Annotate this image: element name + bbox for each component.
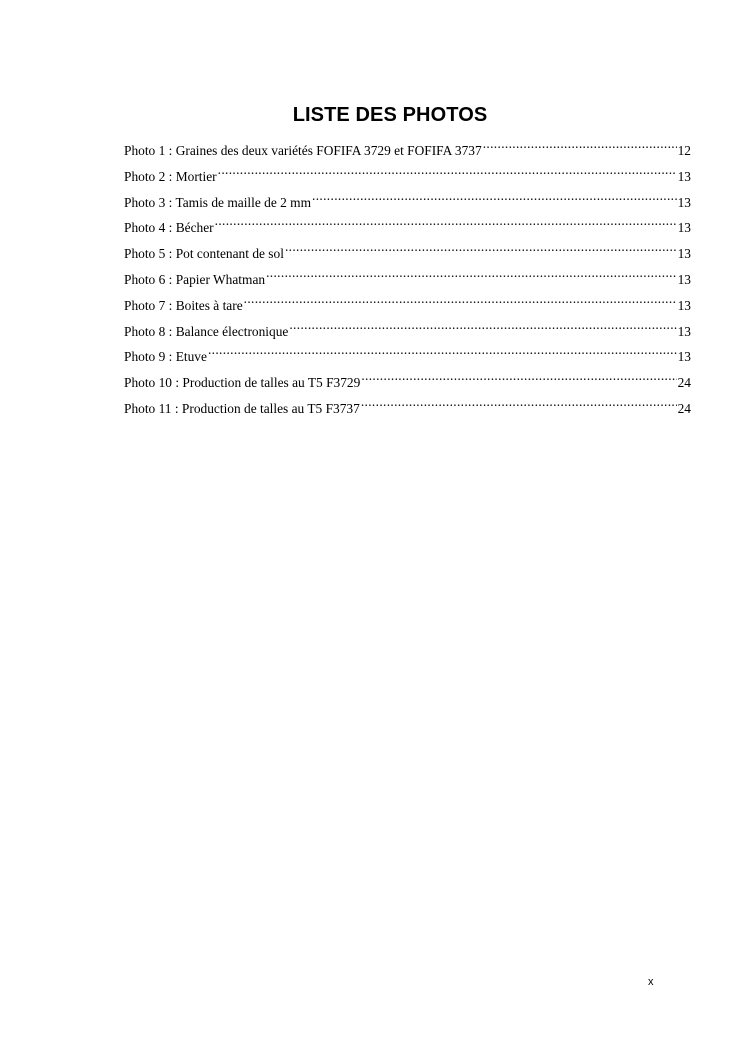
toc-entry-photo-5[interactable] bbox=[124, 242, 691, 268]
toc-entry-label: Photo 6 : Papier Whatman bbox=[124, 269, 266, 291]
dot-leader bbox=[285, 242, 677, 258]
toc-entry-label: Photo 10 : Production de talles au T5 F3729 bbox=[124, 372, 361, 394]
dot-leader bbox=[312, 191, 677, 207]
toc-entry-photo-9[interactable] bbox=[124, 345, 691, 371]
toc-entry-photo-7[interactable] bbox=[124, 294, 691, 320]
page-number: x bbox=[648, 976, 654, 988]
toc-entry-label: Photo 9 : Etuve bbox=[124, 346, 208, 368]
dot-leader bbox=[483, 139, 677, 155]
toc-entry-label: Photo 7 : Boites à tare bbox=[124, 295, 244, 317]
dot-leader bbox=[266, 268, 677, 284]
toc-entry-page: 13 bbox=[677, 194, 691, 210]
toc-entry-page: 13 bbox=[677, 168, 691, 184]
toc-entry-photo-8[interactable] bbox=[124, 320, 691, 346]
dot-leader bbox=[361, 371, 676, 387]
dot-leader bbox=[361, 397, 677, 413]
toc-entry-label: Photo 11 : Production de talles au T5 F3737 bbox=[124, 398, 361, 420]
dot-leader bbox=[218, 165, 677, 181]
toc-entry-page: 12 bbox=[677, 143, 691, 158]
toc-entry-page: 13 bbox=[677, 323, 691, 339]
toc-entry-label: Photo 2 : Mortier bbox=[124, 166, 218, 188]
toc-entry-page: 13 bbox=[677, 271, 691, 287]
toc-entry-photo-2[interactable] bbox=[124, 165, 691, 191]
toc-entry-page: 24 bbox=[677, 375, 691, 391]
toc-entry-photo-6[interactable] bbox=[124, 268, 691, 294]
toc-entry-photo-3[interactable] bbox=[124, 191, 691, 217]
toc-entry-label: Photo 4 : Bécher bbox=[124, 217, 215, 239]
toc-entry-photo-10[interactable] bbox=[124, 371, 691, 397]
dot-leader bbox=[208, 345, 677, 361]
dot-leader bbox=[289, 320, 676, 336]
toc-entry-page: 13 bbox=[677, 297, 691, 313]
toc-entry-page: 13 bbox=[677, 349, 691, 365]
toc-entry-page: 13 bbox=[677, 246, 691, 262]
toc-entry-page: 24 bbox=[677, 400, 691, 416]
toc-entry-photo-11[interactable] bbox=[124, 397, 691, 423]
toc-entry-photo-4[interactable] bbox=[124, 216, 691, 242]
toc-entry-label: Photo 5 : Pot contenant de sol bbox=[124, 243, 285, 265]
dot-leader bbox=[244, 294, 677, 310]
toc-entry-label: Photo 1 : Graines des deux variétés FOFIFA 3729 et FOFIFA 3737 bbox=[124, 140, 483, 162]
toc-entry-page: 13 bbox=[677, 220, 691, 236]
toc-entry-label: Photo 3 : Tamis de maille de 2 mm bbox=[124, 192, 312, 214]
page-title: LISTE DES PHOTOS bbox=[292, 104, 488, 127]
photo-list bbox=[124, 139, 691, 423]
dot-leader bbox=[215, 216, 677, 232]
toc-entry-label: Photo 8 : Balance électronique bbox=[124, 321, 289, 343]
toc-entry-photo-1[interactable] bbox=[124, 139, 691, 165]
